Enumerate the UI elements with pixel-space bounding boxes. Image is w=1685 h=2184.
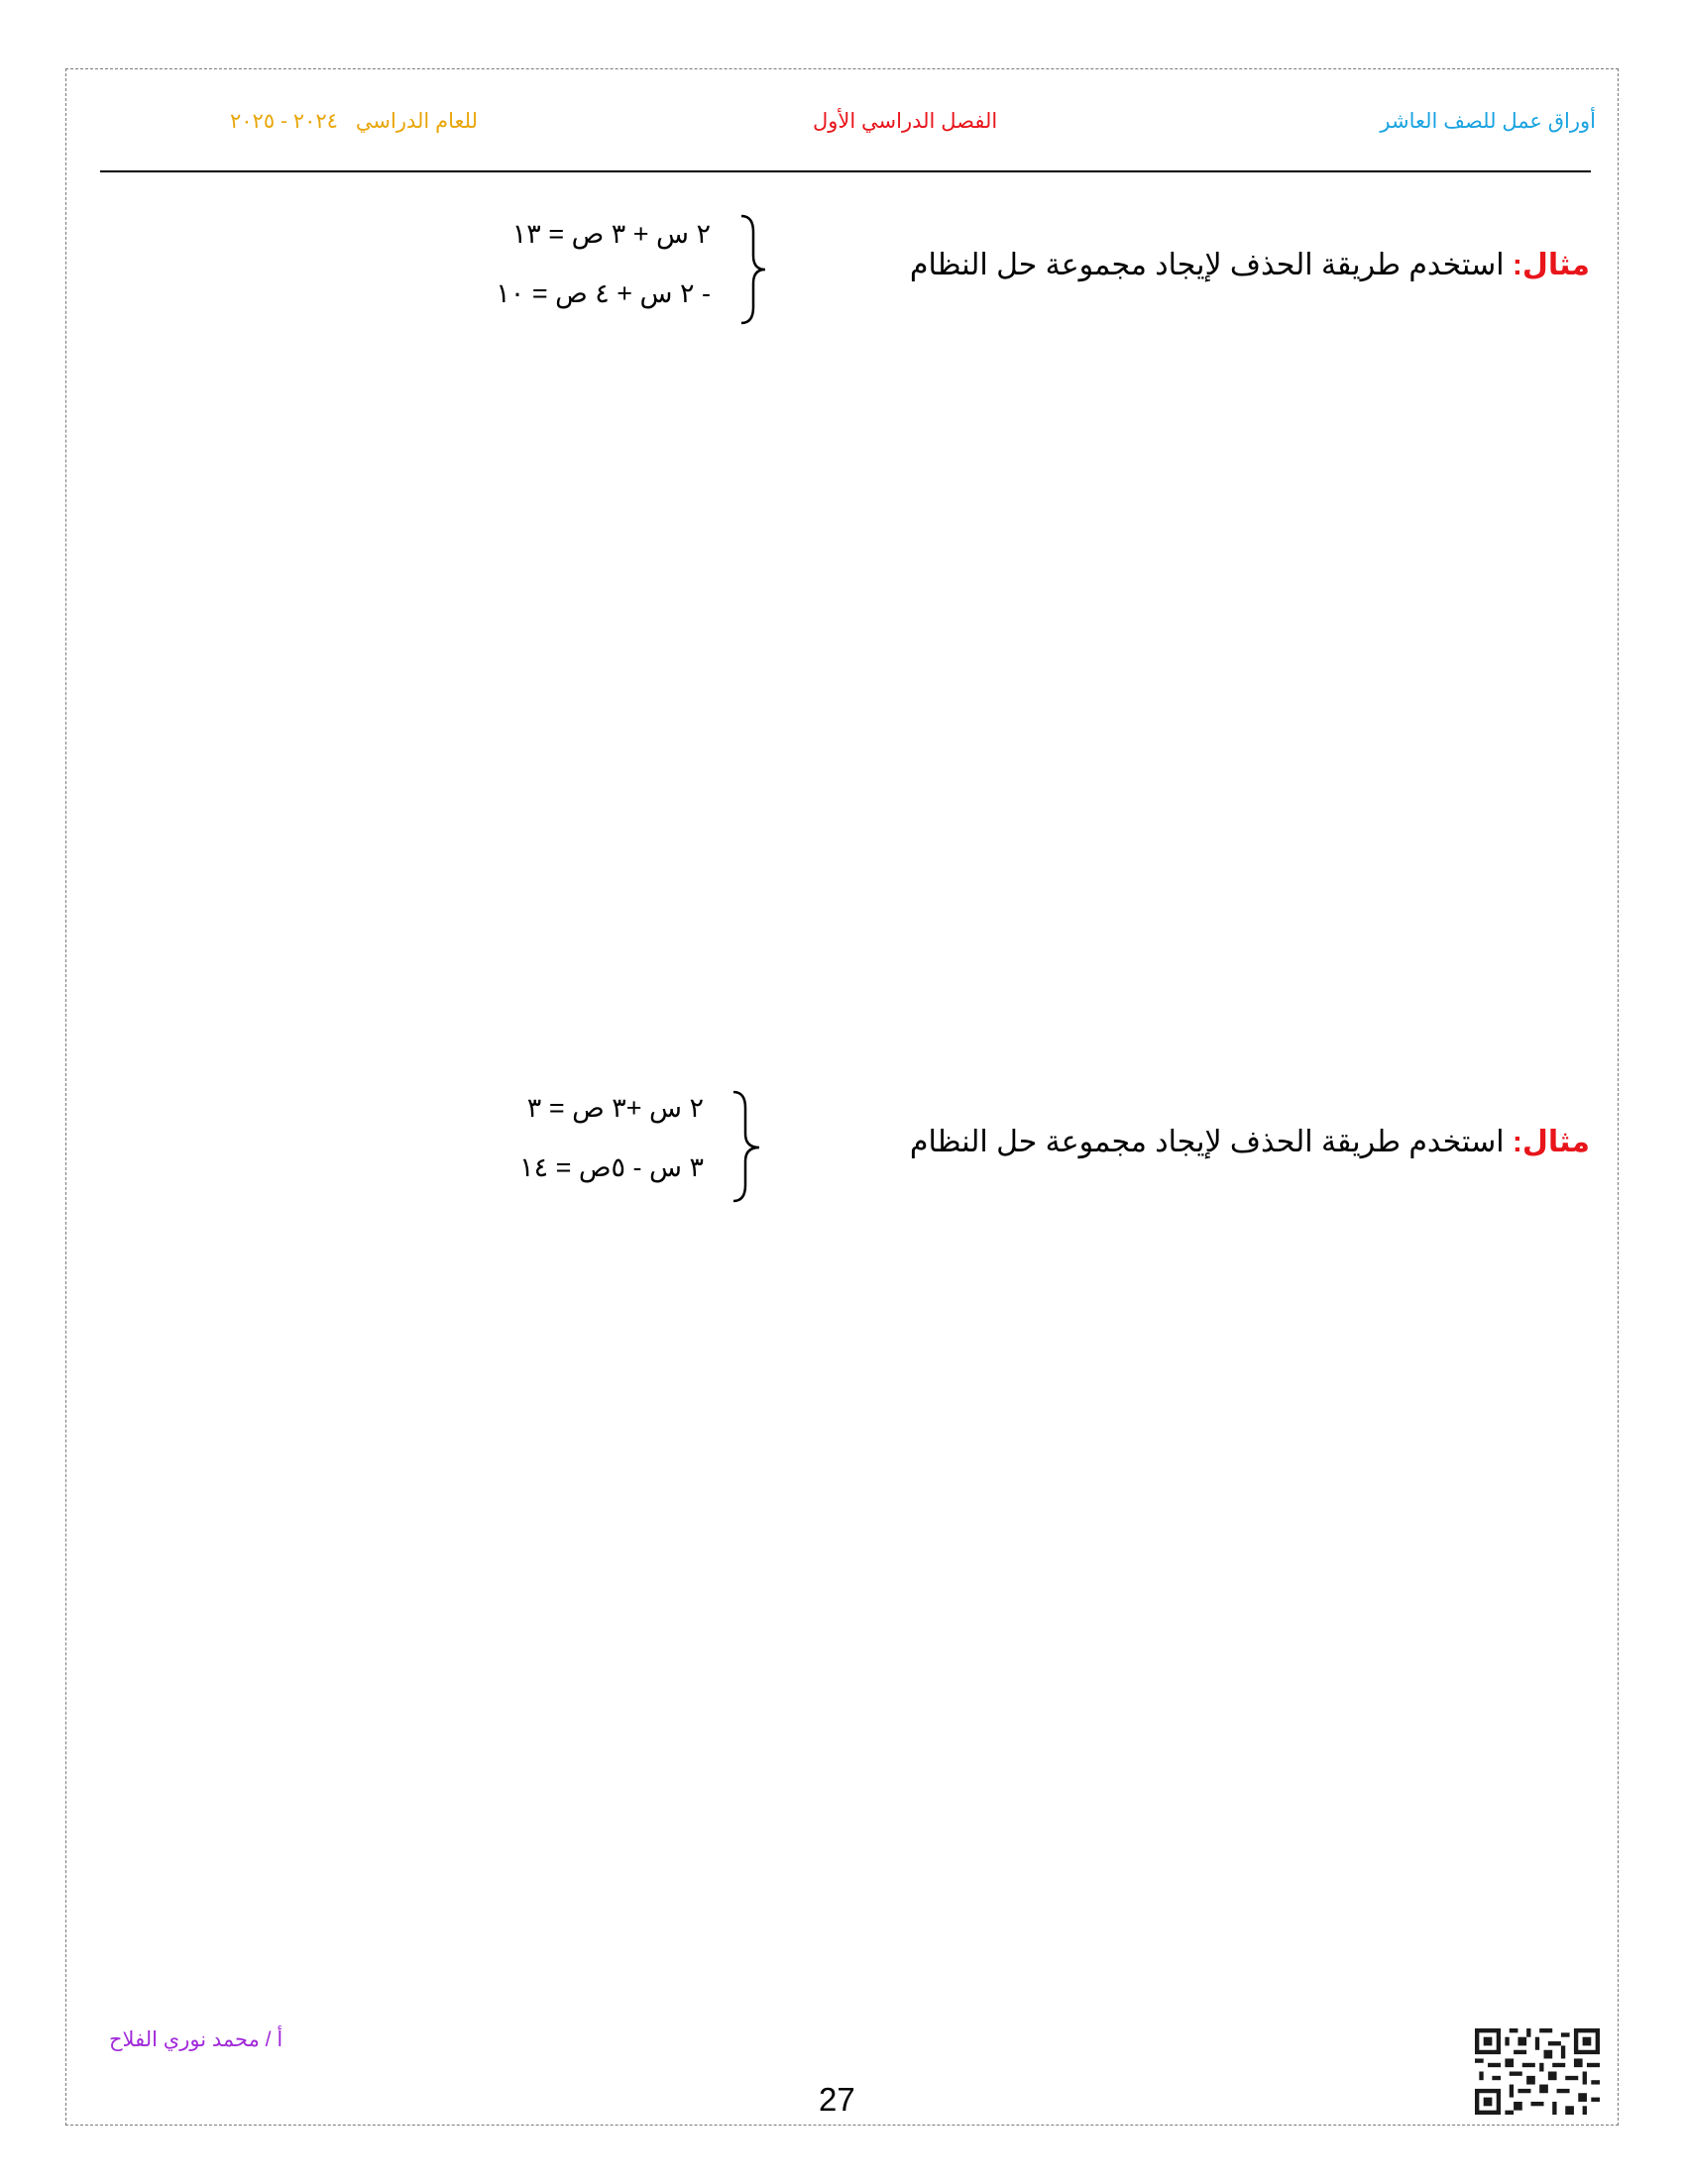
example-2-question: [910, 1125, 1590, 1159]
page-border: [65, 68, 1619, 2126]
page-number: 27: [819, 2081, 855, 2118]
header-course-title: أوراق عمل للصف العاشر: [1380, 110, 1596, 133]
curly-brace-icon: [728, 1088, 767, 1205]
academic-year-label: للعام الدراسي: [355, 110, 478, 133]
header-divider: [100, 170, 1591, 172]
academic-year-value: ٢٠٢٤ - ٢٠٢٥: [230, 110, 338, 133]
qr-code-icon: [1475, 2028, 1600, 2115]
example-2-label: مثال:: [1512, 1126, 1590, 1158]
author-name: أ / محمد نوري الفلاح: [109, 2028, 283, 2051]
example-1-equation-1: ٢ س + ٣ ص = ١٣: [511, 219, 711, 249]
example-1-question: [910, 248, 1590, 282]
example-2-equation-1: ٢ س +٣ ص = ٣: [526, 1093, 704, 1123]
header-academic-year: [230, 109, 478, 134]
example-2-equation-2: ٣ س - ٥ص = ١٤: [519, 1152, 704, 1182]
example-1-label: مثال:: [1512, 249, 1590, 281]
header-semester: الفصل الدراسي الأول: [813, 110, 998, 133]
example-2-text: استخدم طريقة الحذف لإيجاد مجموعة حل النظام: [909, 1126, 1505, 1158]
example-1-text: استخدم طريقة الحذف لإيجاد مجموعة حل النظام: [909, 249, 1505, 281]
curly-brace-icon: [735, 212, 771, 327]
example-2-system: [519, 1078, 704, 1197]
example-1-system: [496, 204, 711, 323]
example-1-equation-2: - ٢ س + ٤ ص = ١٠: [496, 278, 711, 308]
